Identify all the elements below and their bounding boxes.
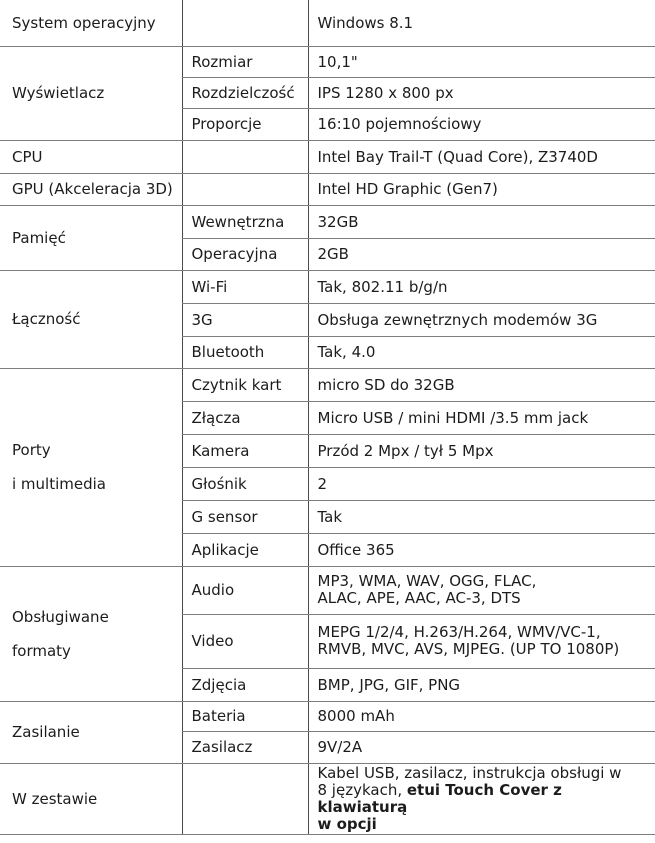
label-formats [0,566,182,701]
sublabel-bluetooth: Bluetooth [182,336,308,368]
value-video-line1: MEPG 1/2/4, H.263/H.264, WMV/VC-1, [317,623,601,641]
label-formats-line1: Obsługiwane [12,607,109,626]
value-os: Windows 8.1 [308,0,655,46]
row-connectivity-wifi [0,270,655,303]
value-box-line2-bold: etui Touch Cover z klawiaturą [317,780,562,816]
value-box [308,763,655,834]
value-box-line1: Kabel USB, zasilacz, instrukcja obsługi w [317,763,622,782]
sublabel-os-empty [182,0,308,46]
row-os [0,0,655,46]
sublabel-speaker: Głośnik [182,467,308,500]
value-audio-line1: MP3, WMA, WAV, OGG, FLAC, [317,572,537,590]
value-box-line2 [318,782,655,816]
value-battery: 8000 mAh [308,701,655,731]
value-cpu: Intel Bay Trail-T (Quad Core), Z3740D [308,140,655,173]
sublabel-ram: Operacyjna [182,238,308,270]
sublabel-resolution: Rozdzielczość [182,77,308,108]
label-formats-line2: formaty [12,641,71,660]
label-connectivity: Łączność [0,270,182,368]
value-speaker: 2 [308,467,655,500]
sublabel-3g: 3G [182,303,308,336]
value-audio-line2: ALAC, APE, AAC, AC-3, DTS [317,589,521,607]
sublabel-gpu-empty [182,173,308,205]
label-power: Zasilanie [0,701,182,763]
sublabel-photos: Zdjęcia [182,668,308,701]
label-os: System operacyjny [0,0,182,46]
value-box-line2-normal: 8 językach, [317,780,407,799]
label-ports-line1: Porty [12,441,51,459]
sublabel-charger: Zasilacz [182,731,308,763]
sublabel-video: Video [182,614,308,668]
label-cpu: CPU [0,140,182,173]
value-video [308,614,655,668]
value-ram: 2GB [308,238,655,270]
value-box-line3-bold: w opcji [317,814,377,833]
row-gpu [0,173,655,205]
value-connectors: Micro USB / mini HDMI /3.5 mm jack [308,401,655,434]
sublabel-box-empty [182,763,308,834]
sublabel-size: Rozmiar [182,46,308,77]
sublabel-cardreader: Czytnik kart [182,368,308,401]
label-box: W zestawie [0,763,182,834]
value-audio [308,566,655,614]
value-resolution: IPS 1280 x 800 px [308,77,655,108]
row-ports-cardreader [0,368,655,401]
value-3g: Obsługa zewnętrznych modemów 3G [308,303,655,336]
row-cpu [0,140,655,173]
sublabel-apps: Aplikacje [182,533,308,566]
sublabel-connectors: Złącza [182,401,308,434]
value-gsensor: Tak [308,500,655,533]
row-box [0,763,655,834]
sublabel-gsensor: G sensor [182,500,308,533]
value-internal: 32GB [308,205,655,238]
label-display: Wyświetlacz [0,46,182,140]
label-ports-line2: i multimedia [12,475,106,493]
row-power-battery [0,701,655,731]
value-gpu: Intel HD Graphic (Gen7) [308,173,655,205]
value-cardreader: micro SD do 32GB [308,368,655,401]
row-formats-audio [0,566,655,614]
sublabel-internal: Wewnętrzna [182,205,308,238]
value-size: 10,1" [308,46,655,77]
row-memory-internal [0,205,655,238]
sublabel-camera: Kamera [182,434,308,467]
value-photos: BMP, JPG, GIF, PNG [308,668,655,701]
label-ports [0,368,182,566]
value-bluetooth: Tak, 4.0 [308,336,655,368]
label-gpu: GPU (Akceleracja 3D) [0,173,182,205]
value-apps: Office 365 [308,533,655,566]
value-camera: Przód 2 Mpx / tył 5 Mpx [308,434,655,467]
value-ratio: 16:10 pojemnościowy [308,108,655,140]
sublabel-cpu-empty [182,140,308,173]
sublabel-audio: Audio [182,566,308,614]
value-wifi: Tak, 802.11 b/g/n [308,270,655,303]
value-video-line2: RMVB, MVC, AVS, MJPEG. (UP TO 1080P) [317,640,620,658]
row-display-size [0,46,655,77]
value-charger: 9V/2A [308,731,655,763]
sublabel-ratio: Proporcje [182,108,308,140]
label-memory: Pamięć [0,205,182,270]
sublabel-battery: Bateria [182,701,308,731]
sublabel-wifi: Wi-Fi [182,270,308,303]
